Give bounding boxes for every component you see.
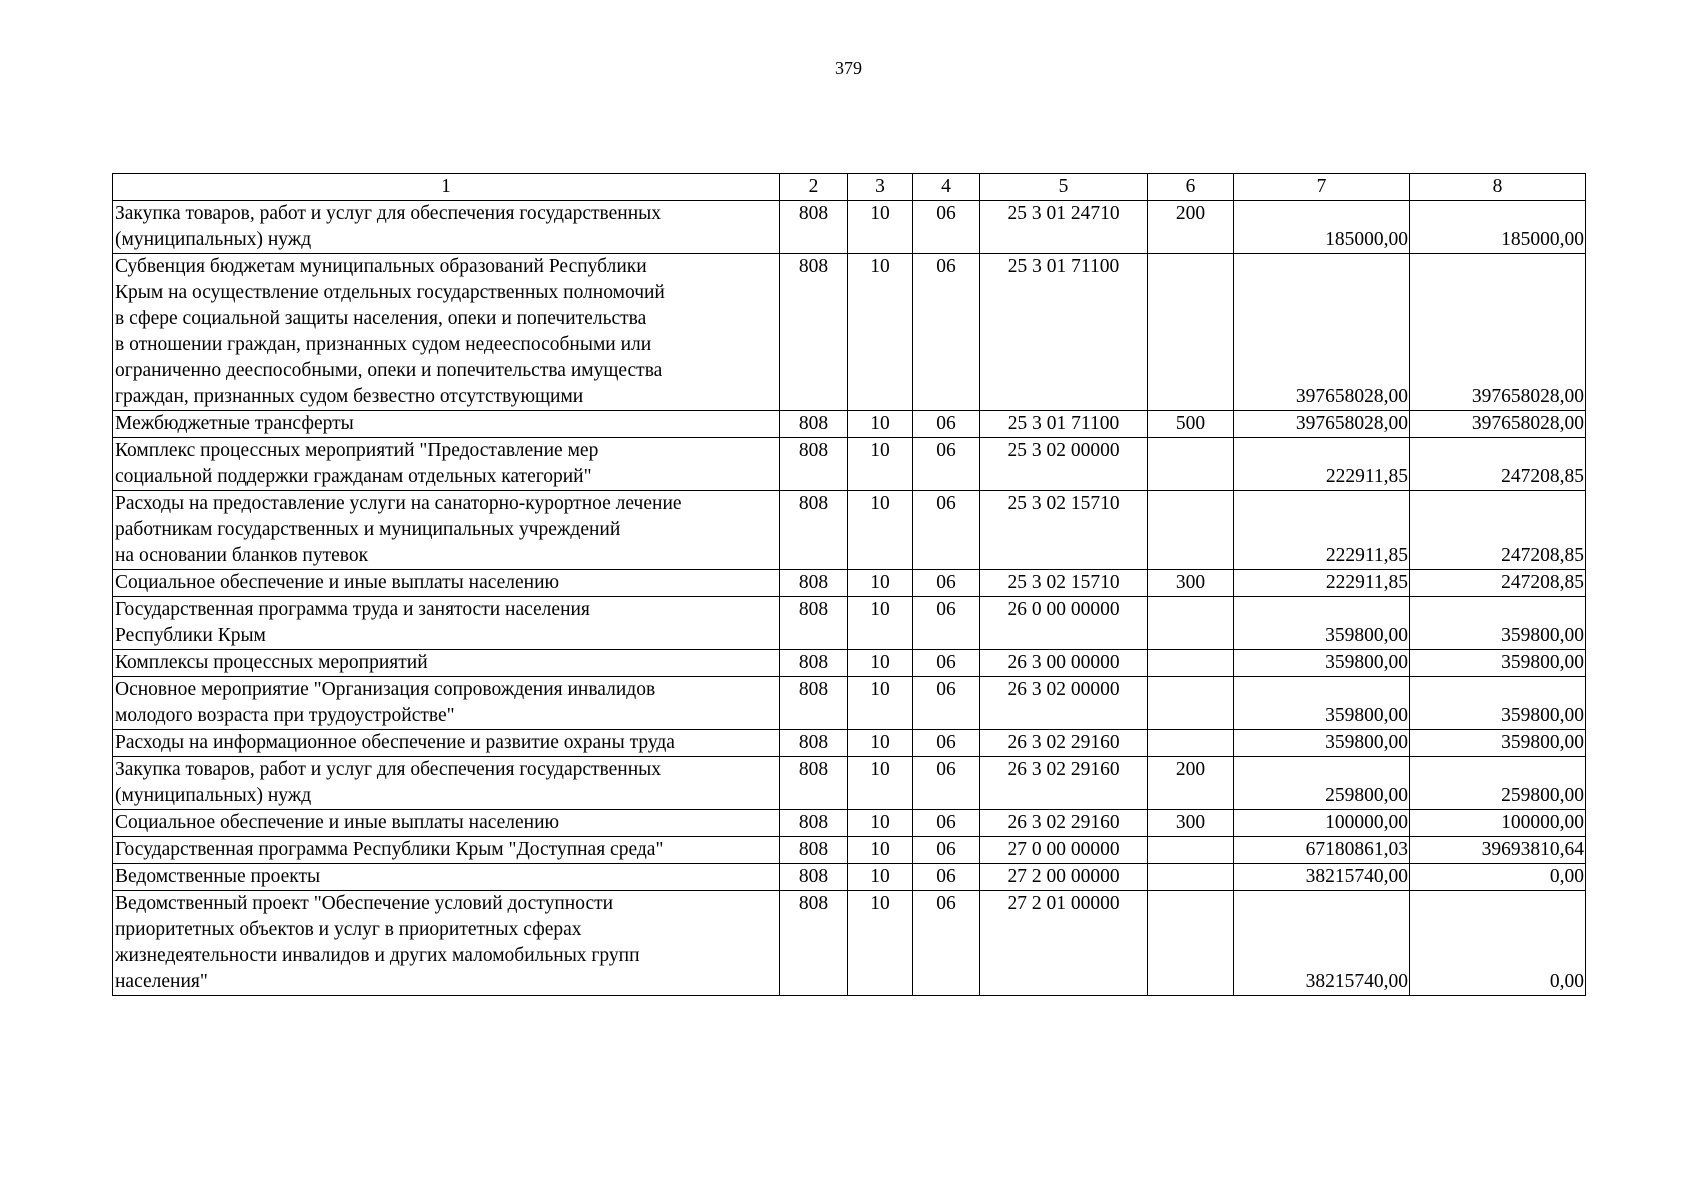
cell-expense-type: 200 xyxy=(1148,757,1234,810)
cell-ministry: 808 xyxy=(780,837,848,864)
cell-section: 10 xyxy=(848,891,913,996)
cell-ministry: 808 xyxy=(780,730,848,757)
header-col-1: 1 xyxy=(113,174,780,201)
cell-subsection: 06 xyxy=(913,757,980,810)
cell-expense-type xyxy=(1148,837,1234,864)
cell-subsection: 06 xyxy=(913,438,980,491)
cell-amount-col7: 359800,00 xyxy=(1234,677,1410,730)
table-row xyxy=(113,201,1586,254)
cell-amount-col7: 359800,00 xyxy=(1234,650,1410,677)
cell-amount-col8: 0,00 xyxy=(1410,864,1586,891)
cell-section: 10 xyxy=(848,254,913,411)
cell-amount-col7: 397658028,00 xyxy=(1234,411,1410,438)
cell-subsection: 06 xyxy=(913,677,980,730)
cell-name: Ведомственный проект "Обеспечение условий доступности приоритетных объектов и услуг в приоритетных сферах жизнедеятельности инвалидов и других маломобильных групп населения" xyxy=(113,891,780,996)
header-col-2: 2 xyxy=(780,174,848,201)
cell-expense-type xyxy=(1148,891,1234,996)
cell-section: 10 xyxy=(848,597,913,650)
cell-ministry: 808 xyxy=(780,411,848,438)
cell-ministry: 808 xyxy=(780,491,848,570)
table-row xyxy=(113,757,1586,810)
cell-expense-type xyxy=(1148,650,1234,677)
cell-amount-col7: 359800,00 xyxy=(1234,730,1410,757)
table-row xyxy=(113,677,1586,730)
cell-expense-type: 300 xyxy=(1148,810,1234,837)
table-row xyxy=(113,597,1586,650)
cell-subsection: 06 xyxy=(913,491,980,570)
cell-target-article: 26 3 02 29160 xyxy=(980,730,1148,757)
cell-amount-col8: 359800,00 xyxy=(1410,650,1586,677)
cell-ministry: 808 xyxy=(780,201,848,254)
cell-amount-col8: 185000,00 xyxy=(1410,201,1586,254)
cell-amount-col7: 359800,00 xyxy=(1234,597,1410,650)
table-row xyxy=(113,730,1586,757)
cell-name: Государственная программа Республики Крым "Доступная среда" xyxy=(113,837,780,864)
cell-section: 10 xyxy=(848,837,913,864)
header-col-7: 7 xyxy=(1234,174,1410,201)
cell-section: 10 xyxy=(848,757,913,810)
header-row xyxy=(113,174,1586,201)
table-row xyxy=(113,837,1586,864)
cell-expense-type xyxy=(1148,597,1234,650)
cell-name: Закупка товаров, работ и услуг для обеспечения государственных (муниципальных) нужд xyxy=(113,757,780,810)
cell-target-article: 26 0 00 00000 xyxy=(980,597,1148,650)
header-col-8: 8 xyxy=(1410,174,1586,201)
cell-target-article: 25 3 01 71100 xyxy=(980,411,1148,438)
cell-amount-col8: 247208,85 xyxy=(1410,570,1586,597)
cell-section: 10 xyxy=(848,411,913,438)
cell-ministry: 808 xyxy=(780,757,848,810)
cell-target-article: 25 3 02 15710 xyxy=(980,491,1148,570)
cell-amount-col7: 100000,00 xyxy=(1234,810,1410,837)
cell-amount-col8: 247208,85 xyxy=(1410,491,1586,570)
cell-amount-col7: 222911,85 xyxy=(1234,570,1410,597)
cell-section: 10 xyxy=(848,864,913,891)
table-row xyxy=(113,438,1586,491)
cell-target-article: 25 3 02 15710 xyxy=(980,570,1148,597)
cell-expense-type xyxy=(1148,254,1234,411)
cell-amount-col7: 38215740,00 xyxy=(1234,891,1410,996)
cell-ministry: 808 xyxy=(780,864,848,891)
cell-subsection: 06 xyxy=(913,570,980,597)
cell-expense-type xyxy=(1148,677,1234,730)
cell-name: Комплексы процессных мероприятий xyxy=(113,650,780,677)
cell-amount-col8: 359800,00 xyxy=(1410,677,1586,730)
cell-amount-col8: 397658028,00 xyxy=(1410,254,1586,411)
cell-ministry: 808 xyxy=(780,570,848,597)
cell-subsection: 06 xyxy=(913,730,980,757)
cell-ministry: 808 xyxy=(780,438,848,491)
page-number: 379 xyxy=(835,58,862,78)
cell-amount-col7: 185000,00 xyxy=(1234,201,1410,254)
cell-target-article: 26 3 02 29160 xyxy=(980,810,1148,837)
cell-amount-col8: 0,00 xyxy=(1410,891,1586,996)
table-row xyxy=(113,810,1586,837)
cell-section: 10 xyxy=(848,810,913,837)
header-col-6: 6 xyxy=(1148,174,1234,201)
cell-section: 10 xyxy=(848,438,913,491)
cell-target-article: 27 2 01 00000 xyxy=(980,891,1148,996)
cell-name: Расходы на информационное обеспечение и развитие охраны труда xyxy=(113,730,780,757)
cell-amount-col7: 222911,85 xyxy=(1234,491,1410,570)
cell-subsection: 06 xyxy=(913,411,980,438)
cell-name: Субвенция бюджетам муниципальных образований Республики Крым на осуществление отдельных государственных полномочий в сфере социальной защиты населения, опеки и попечительства в отношении граждан, признанных судом недееспособными или ограниченно дееспособными, опеки и попечительства имущества граждан, признанных судом безвестно отсутствующими xyxy=(113,254,780,411)
cell-target-article: 25 3 01 24710 xyxy=(980,201,1148,254)
cell-name: Ведомственные проекты xyxy=(113,864,780,891)
cell-amount-col7: 67180861,03 xyxy=(1234,837,1410,864)
cell-section: 10 xyxy=(848,491,913,570)
cell-amount-col8: 359800,00 xyxy=(1410,597,1586,650)
cell-ministry: 808 xyxy=(780,810,848,837)
cell-amount-col8: 39693810,64 xyxy=(1410,837,1586,864)
cell-name: Основное мероприятие "Организация сопровождения инвалидов молодого возраста при трудоустройстве" xyxy=(113,677,780,730)
table-row xyxy=(113,864,1586,891)
cell-expense-type xyxy=(1148,438,1234,491)
header-col-5: 5 xyxy=(980,174,1148,201)
cell-ministry: 808 xyxy=(780,597,848,650)
cell-amount-col7: 397658028,00 xyxy=(1234,254,1410,411)
table-row xyxy=(113,891,1586,996)
cell-expense-type: 300 xyxy=(1148,570,1234,597)
cell-subsection: 06 xyxy=(913,810,980,837)
cell-subsection: 06 xyxy=(913,837,980,864)
cell-name: Государственная программа труда и занятости населения Республики Крым xyxy=(113,597,780,650)
cell-target-article: 27 2 00 00000 xyxy=(980,864,1148,891)
table-body xyxy=(113,201,1586,996)
budget-table xyxy=(112,173,1586,996)
cell-ministry: 808 xyxy=(780,254,848,411)
cell-amount-col8: 397658028,00 xyxy=(1410,411,1586,438)
cell-expense-type xyxy=(1148,864,1234,891)
cell-amount-col8: 100000,00 xyxy=(1410,810,1586,837)
header-col-3: 3 xyxy=(848,174,913,201)
cell-expense-type: 500 xyxy=(1148,411,1234,438)
header-col-4: 4 xyxy=(913,174,980,201)
table-row xyxy=(113,650,1586,677)
cell-subsection: 06 xyxy=(913,254,980,411)
cell-subsection: 06 xyxy=(913,650,980,677)
cell-target-article: 25 3 02 00000 xyxy=(980,438,1148,491)
table-row xyxy=(113,491,1586,570)
cell-amount-col8: 259800,00 xyxy=(1410,757,1586,810)
cell-subsection: 06 xyxy=(913,201,980,254)
cell-amount-col7: 259800,00 xyxy=(1234,757,1410,810)
cell-amount-col8: 359800,00 xyxy=(1410,730,1586,757)
cell-amount-col7: 38215740,00 xyxy=(1234,864,1410,891)
cell-name: Закупка товаров, работ и услуг для обеспечения государственных (муниципальных) нужд xyxy=(113,201,780,254)
table-row xyxy=(113,411,1586,438)
cell-subsection: 06 xyxy=(913,864,980,891)
cell-amount-col7: 222911,85 xyxy=(1234,438,1410,491)
cell-section: 10 xyxy=(848,201,913,254)
cell-ministry: 808 xyxy=(780,891,848,996)
cell-name: Расходы на предоставление услуги на санаторно-курортное лечение работникам государственных и муниципальных учреждений на основании бланков путевок xyxy=(113,491,780,570)
cell-target-article: 26 3 02 00000 xyxy=(980,677,1148,730)
cell-target-article: 25 3 01 71100 xyxy=(980,254,1148,411)
cell-subsection: 06 xyxy=(913,891,980,996)
cell-section: 10 xyxy=(848,730,913,757)
cell-expense-type xyxy=(1148,730,1234,757)
cell-name: Социальное обеспечение и иные выплаты населению xyxy=(113,810,780,837)
cell-section: 10 xyxy=(848,677,913,730)
cell-expense-type: 200 xyxy=(1148,201,1234,254)
cell-target-article: 26 3 02 29160 xyxy=(980,757,1148,810)
cell-subsection: 06 xyxy=(913,597,980,650)
cell-name: Межбюджетные трансферты xyxy=(113,411,780,438)
cell-name: Социальное обеспечение и иные выплаты населению xyxy=(113,570,780,597)
cell-section: 10 xyxy=(848,650,913,677)
cell-amount-col8: 247208,85 xyxy=(1410,438,1586,491)
cell-section: 10 xyxy=(848,570,913,597)
cell-target-article: 26 3 00 00000 xyxy=(980,650,1148,677)
cell-target-article: 27 0 00 00000 xyxy=(980,837,1148,864)
cell-expense-type xyxy=(1148,491,1234,570)
cell-name: Комплекс процессных мероприятий "Предоставление мер социальной поддержки гражданам отдельных категорий" xyxy=(113,438,780,491)
cell-ministry: 808 xyxy=(780,677,848,730)
table-row xyxy=(113,570,1586,597)
cell-ministry: 808 xyxy=(780,650,848,677)
table-row xyxy=(113,254,1586,411)
